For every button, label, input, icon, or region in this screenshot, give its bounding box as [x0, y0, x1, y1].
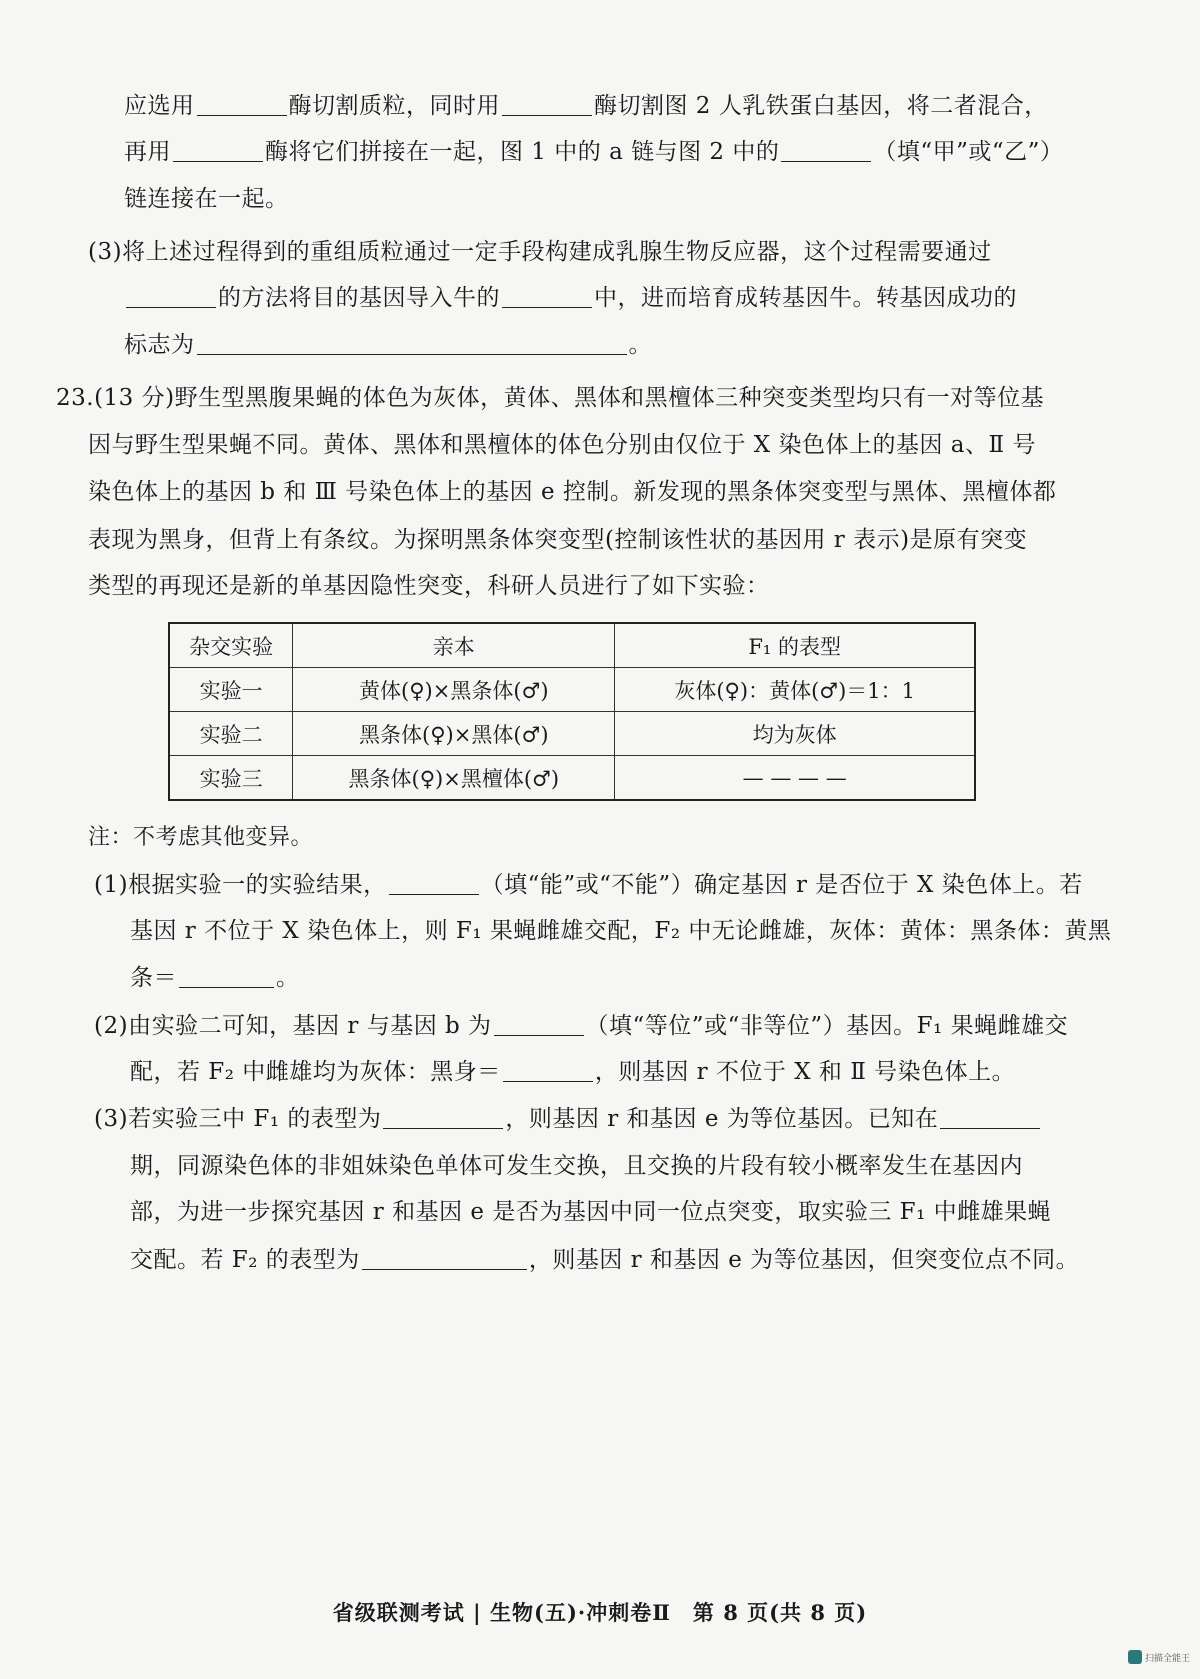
answer-blank[interactable] — [494, 1013, 584, 1036]
text: 。 — [276, 965, 300, 991]
text: 再用 — [124, 139, 171, 165]
table-header: F₁ 的表型 — [615, 623, 975, 668]
q23-stem-line-4 — [88, 525, 1027, 555]
text: 注：不考虑其他变异。 — [88, 825, 314, 850]
answer-blank[interactable] — [179, 965, 274, 988]
table-cell: 黄体(♀)×黑条体(♂) — [293, 668, 615, 712]
table-cell: — — — — — [615, 756, 975, 801]
answer-blank[interactable] — [383, 1106, 503, 1129]
table-row — [169, 712, 975, 756]
text: 因与野生型果蝇不同。黄体、黑体和黑檀体的体色分别由仅位于 X 染色体上的基因 a、Ⅱ 号 — [88, 432, 1036, 458]
text: ，则基因 r 不位于 X 和 Ⅱ 号染色体上。 — [594, 1059, 1016, 1085]
text: 类型的再现还是新的单基因隐性突变，科研人员进行了如下实验： — [88, 573, 770, 599]
answer-blank[interactable] — [389, 872, 479, 895]
text: 链连接在一起。 — [124, 186, 289, 212]
q23-part2-line-1 — [94, 1011, 1068, 1041]
text: (3)将上述过程得到的重组质粒通过一定手段构建成乳腺生物反应器，这个过程需要通过 — [88, 239, 992, 265]
text: （填“能”或“不能”）确定基因 r 是否位于 X 染色体上。若 — [480, 872, 1083, 898]
text: 应选用 — [124, 93, 195, 119]
answer-blank[interactable] — [503, 1059, 593, 1082]
text: 期，同源染色体的非姐妹染色单体可发生交换，且交换的片段有较小概率发生在基因内 — [130, 1153, 1023, 1179]
q23-part3-line-4 — [130, 1245, 1079, 1275]
table-header: 杂交实验 — [169, 623, 293, 668]
table-header-row — [169, 623, 975, 668]
text: (2)由实验二可知，基因 r 与基因 b 为 — [94, 1013, 492, 1039]
table-row — [169, 668, 975, 712]
q22-part3-line-1 — [88, 237, 992, 267]
answer-blank[interactable] — [781, 139, 871, 162]
text: ，则基因 r 和基因 e 为等位基因。已知在 — [505, 1106, 939, 1132]
q23-part1-line-3 — [130, 963, 300, 993]
text: 部，为进一步探究基因 r 和基因 e 是否为基因中同一位点突变，取实验三 F₁ 中雌雄果蝇 — [130, 1199, 1052, 1225]
q23-stem-line-5 — [88, 571, 770, 601]
text: 标志为 — [124, 332, 195, 358]
q23-part1-line-1 — [94, 870, 1083, 900]
q22-line-2 — [124, 137, 1063, 167]
q23-part3-line-2 — [130, 1151, 1023, 1181]
answer-blank[interactable] — [173, 139, 263, 162]
q23-stem-line-2 — [88, 430, 1036, 460]
answer-blank[interactable] — [126, 285, 216, 308]
table-cell: 黑条体(♀)×黑体(♂) — [293, 712, 615, 756]
text: 。 — [628, 332, 652, 358]
q23-part2-line-2 — [130, 1057, 1015, 1087]
q23-part1-line-2 — [130, 916, 1111, 946]
cross-experiment-table — [168, 622, 976, 801]
q22-line-1 — [124, 91, 1048, 121]
text: ，则基因 r 和基因 e 为等位基因，但突变位点不同。 — [528, 1247, 1080, 1273]
q22-line-3 — [124, 184, 289, 214]
answer-blank[interactable] — [502, 285, 592, 308]
text: 酶切割质粒，同时用 — [288, 93, 500, 119]
text: (3)若实验三中 F₁ 的表型为 — [94, 1106, 382, 1132]
answer-blank[interactable] — [197, 332, 627, 355]
text: 的方法将目的基因导入牛的 — [218, 285, 500, 311]
table-cell: 实验二 — [169, 712, 293, 756]
q23-part3-line-3 — [130, 1197, 1051, 1227]
text: （填“甲”或“乙”） — [873, 139, 1064, 165]
text: 染色体上的基因 b 和 Ⅲ 号染色体上的基因 e 控制。新发现的黑条体突变型与黑体、黑檀体都 — [88, 479, 1057, 505]
q22-part3-line-2 — [124, 283, 1017, 313]
answer-blank[interactable] — [502, 93, 592, 116]
text: (1)根据实验一的实验结果， — [94, 872, 387, 898]
watermark-text: 扫描全能王 — [1144, 1653, 1190, 1664]
page-footer: 省级联测考试 | 生物(五)·冲刺卷Ⅱ 第 8 页(共 8 页) — [332, 1600, 868, 1625]
text: 酶切割图 2 人乳铁蛋白基因，将二者混合， — [594, 93, 1048, 119]
text: 中，进而培育成转基因牛。转基因成功的 — [594, 285, 1017, 311]
q22-part3-line-3 — [124, 330, 652, 360]
scanner-watermark — [1128, 1650, 1190, 1664]
table-note — [88, 823, 313, 853]
text: 基因 r 不位于 X 染色体上，则 F₁ 果蝇雌雄交配，F₂ 中无论雌雄，灰体：黄体：黑条体：黄黑 — [130, 918, 1112, 944]
q23-stem-line-1 — [56, 383, 1044, 413]
answer-blank[interactable] — [197, 93, 287, 116]
text: 配，若 F₂ 中雌雄均为灰体：黑身＝ — [130, 1059, 501, 1085]
table-row — [169, 756, 975, 801]
q23-part3-line-1 — [94, 1104, 1042, 1134]
table-cell: 黑条体(♀)×黑檀体(♂) — [293, 756, 615, 801]
table-cell: 灰体(♀)：黄体(♂)＝1：1 — [615, 668, 975, 712]
text: （填“等位”或“非等位”）基因。F₁ 果蝇雌雄交 — [585, 1013, 1069, 1039]
table-header: 亲本 — [293, 623, 615, 668]
answer-blank[interactable] — [940, 1106, 1040, 1129]
answer-blank[interactable] — [362, 1247, 527, 1270]
scanner-logo-icon — [1128, 1650, 1142, 1664]
table-cell: 实验一 — [169, 668, 293, 712]
text: 酶将它们拼接在一起，图 1 中的 a 链与图 2 中的 — [265, 139, 780, 165]
table-cell: 实验三 — [169, 756, 293, 801]
q23-stem-line-3 — [88, 477, 1056, 507]
text: 23.(13 分)野生型黑腹果蝇的体色为灰体，黄体、黑体和黑檀体三种突变类型均只有一对等位基 — [56, 385, 1045, 411]
text: 表现为黑身，但背上有条纹。为探明黑条体突变型(控制该性状的基因用 r 表示)是原有突变 — [88, 527, 1028, 553]
text: 条＝ — [130, 965, 177, 991]
text: 交配。若 F₂ 的表型为 — [130, 1247, 360, 1273]
table-cell: 均为灰体 — [615, 712, 975, 756]
